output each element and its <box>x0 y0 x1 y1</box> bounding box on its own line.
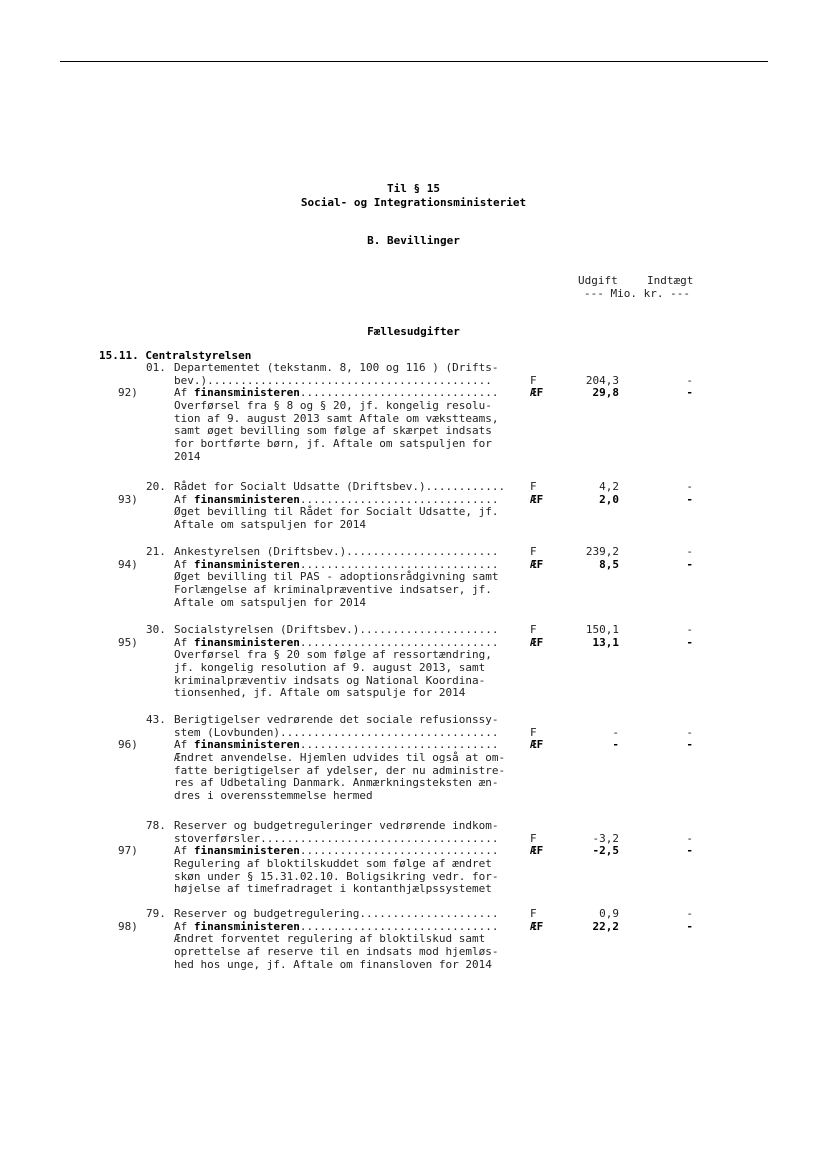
header-line1: Til § 15 <box>387 182 440 195</box>
budget-entry <box>0 908 827 971</box>
budget-entry <box>0 481 827 532</box>
udgift-value: - <box>612 738 619 752</box>
note-reference: 92) <box>118 386 138 400</box>
entry-line <box>0 451 827 464</box>
ministry-title: Social- og Integrationsministeriet <box>300 196 527 209</box>
entry-text: Regulering af bloktilskuddet som følge af ændret <box>174 857 492 871</box>
entry-text: Af finansministeren.............................. <box>174 635 499 649</box>
indtaegt-value: - <box>686 907 693 920</box>
entry-text: 2014 <box>174 449 201 463</box>
budget-entry <box>0 546 827 609</box>
udgift-value: 204,3 <box>585 373 619 387</box>
indtaegt-value: - <box>686 545 693 558</box>
entry-line <box>0 624 827 637</box>
entry-line <box>0 777 827 790</box>
entry-text: Øget bevilling til PAS - adoptionsrådgivning samt <box>174 570 499 584</box>
udgift-value: -3,2 <box>592 831 619 845</box>
entry-line <box>0 714 827 727</box>
section-title: Fællesudgifter <box>367 325 460 338</box>
entry-text: for bortførte børn, jf. Aftale om satspuljen for <box>174 437 492 451</box>
budget-entry <box>0 714 827 803</box>
entry-number: 21. <box>146 545 166 558</box>
udgift-value: 2,0 <box>599 492 619 506</box>
entry-text: Overførsel fra § 20 som følge af ressortændring, <box>174 648 492 662</box>
udgift-value: 13,1 <box>592 635 619 649</box>
budget-entry <box>0 362 827 464</box>
entry-line <box>0 946 827 959</box>
entry-text: bev.)........................................... <box>174 373 492 387</box>
udgift-value: 29,8 <box>592 386 619 400</box>
entry-text: Af finansministeren.............................. <box>174 738 499 752</box>
entry-text: Reserver og budgetreguleringer vedrørende indkom- <box>174 819 499 832</box>
note-reference: 95) <box>118 635 138 649</box>
account-code: ÆF <box>530 492 544 506</box>
entry-text: Af finansministeren.............................. <box>174 919 499 933</box>
entry-text: skøn under § 15.31.02.10. Boligsikring vedr. for- <box>174 869 499 883</box>
top-rule <box>60 61 768 62</box>
indtaegt-value: - <box>686 844 693 858</box>
account-code: F <box>530 545 537 558</box>
entry-text: Forlængelse af kriminalpræventive indsatser, jf. <box>174 583 492 597</box>
entry-line <box>0 362 827 375</box>
udgift-value: -2,5 <box>592 844 619 858</box>
entry-line <box>0 519 827 532</box>
note-reference: 96) <box>118 738 138 752</box>
budget-entry <box>0 820 827 896</box>
entry-text: Berigtigelser vedrørende det sociale refusionssy- <box>174 713 499 726</box>
entry-text: Ændret anvendelse. Hjemlen udvides til også at om- <box>174 751 506 765</box>
entry-text: stoverførsler.................................... <box>174 831 499 845</box>
column-unit: --- Mio. kr. --- <box>584 287 690 300</box>
note-reference: 97) <box>118 844 138 858</box>
entry-text: Rådet for Socialt Udsatte (Driftsbev.)............ <box>174 480 506 493</box>
account-code: ÆF <box>530 738 544 752</box>
entry-line <box>0 752 827 765</box>
entry-text: Af finansministeren.............................. <box>174 844 499 858</box>
note-reference: 98) <box>118 919 138 933</box>
entry-line <box>0 438 827 451</box>
entry-text: tionsenhed, jf. Aftale om satspulje for 2014 <box>174 686 466 700</box>
entry-number: 78. <box>146 819 166 832</box>
entry-line <box>0 597 827 610</box>
account-code: F <box>530 623 537 636</box>
account-code: ÆF <box>530 557 544 571</box>
entry-line <box>0 883 827 896</box>
entry-text: Reserver og budgetregulering..................... <box>174 907 499 920</box>
indtaegt-value: - <box>686 831 693 845</box>
entry-line <box>0 584 827 597</box>
udgift-value: 150,1 <box>585 623 619 636</box>
note-reference: 93) <box>118 492 138 506</box>
indtaegt-value: - <box>686 492 693 506</box>
entry-number: 30. <box>146 623 166 636</box>
note-reference: 94) <box>118 557 138 571</box>
entry-number: 20. <box>146 480 166 493</box>
udgift-value: - <box>612 725 619 739</box>
indtaegt-value: - <box>686 386 693 400</box>
entry-number: 01. <box>146 361 166 374</box>
udgift-value: 22,2 <box>592 919 619 933</box>
indtaegt-value: - <box>686 373 693 387</box>
section-heading: B. Bevillinger <box>367 234 460 247</box>
account-code: ÆF <box>530 386 544 400</box>
indtaegt-value: - <box>686 557 693 571</box>
entry-number: 43. <box>146 713 166 726</box>
subsection-title: 15.11. Centralstyrelsen <box>99 349 252 362</box>
entry-text: kriminalpræventiv indsats og National Koordina- <box>174 673 486 687</box>
entry-text: Overførsel fra § 8 og § 20, jf. kongelig resolu- <box>174 399 492 413</box>
account-code: F <box>530 725 537 739</box>
entry-text: tion af 9. august 2013 samt Aftale om vækstteams, <box>174 411 499 425</box>
entry-text: Departementet (tekstanm. 8, 100 og 116 ) (Drifts- <box>174 361 499 374</box>
budget-entry <box>0 624 827 700</box>
entry-line <box>0 662 827 675</box>
entry-text: samt øget bevilling som følge af skærpet indsats <box>174 424 492 438</box>
entry-line <box>0 790 827 803</box>
udgift-value: 8,5 <box>599 557 619 571</box>
entry-line <box>0 546 827 559</box>
entry-line <box>0 820 827 833</box>
entry-text: Af finansministeren.............................. <box>174 557 499 571</box>
entry-text: Aftale om satspuljen for 2014 <box>174 518 367 532</box>
entry-line <box>0 506 827 519</box>
udgift-value: 4,2 <box>599 480 619 493</box>
entry-line <box>0 858 827 871</box>
account-code: F <box>530 373 537 387</box>
entry-text: res af Udbetaling Danmark. Anmærkningsteksten æn- <box>174 776 499 790</box>
entry-line <box>0 687 827 700</box>
entry-line <box>0 400 827 413</box>
account-code: F <box>530 831 537 845</box>
indtaegt-value: - <box>686 738 693 752</box>
entry-text: Af finansministeren.............................. <box>174 492 499 506</box>
entry-text: Aftale om satspuljen for 2014 <box>174 595 367 609</box>
entry-text: hed hos unge, jf. Aftale om finansloven for 2014 <box>174 957 492 971</box>
entry-text: Ændret forventet regulering af bloktilskud samt <box>174 932 486 946</box>
entry-text: Ankestyrelsen (Driftsbev.)....................... <box>174 545 499 558</box>
entry-text: fatte berigtigelser af ydelser, der nu administre- <box>174 763 506 777</box>
entry-text: Socialstyrelsen (Driftsbev.)..................... <box>174 623 499 636</box>
udgift-value: 239,2 <box>585 545 619 558</box>
udgift-value: 0,9 <box>599 907 619 920</box>
column-header-udgift: Udgift <box>578 274 618 287</box>
account-code: F <box>530 480 537 493</box>
indtaegt-value: - <box>686 725 693 739</box>
entry-text: oprettelse af reserve til en indsats mod hjemløs- <box>174 945 499 959</box>
entry-text: stem (Lovbunden)................................. <box>174 725 499 739</box>
entry-line <box>0 959 827 972</box>
entry-number: 79. <box>146 907 166 920</box>
account-code: ÆF <box>530 919 544 933</box>
indtaegt-value: - <box>686 623 693 636</box>
entry-text: jf. kongelig resolution af 9. august 2013, samt <box>174 661 486 675</box>
entry-text: højelse af timefradraget i kontanthjælpssystemet <box>174 882 492 896</box>
indtaegt-value: - <box>686 919 693 933</box>
entry-line <box>0 908 827 921</box>
entry-text: Øget bevilling til Rådet for Socialt Udsatte, jf. <box>174 505 499 519</box>
entry-line <box>0 481 827 494</box>
column-header-indtaegt: Indtægt <box>647 274 694 287</box>
account-code: ÆF <box>530 844 544 858</box>
indtaegt-value: - <box>686 635 693 649</box>
indtaegt-value: - <box>686 480 693 493</box>
entry-text: dres i overensstemmelse hermed <box>174 789 373 803</box>
account-code: ÆF <box>530 635 544 649</box>
account-code: F <box>530 907 537 920</box>
entry-text: Af finansministeren.............................. <box>174 386 499 400</box>
